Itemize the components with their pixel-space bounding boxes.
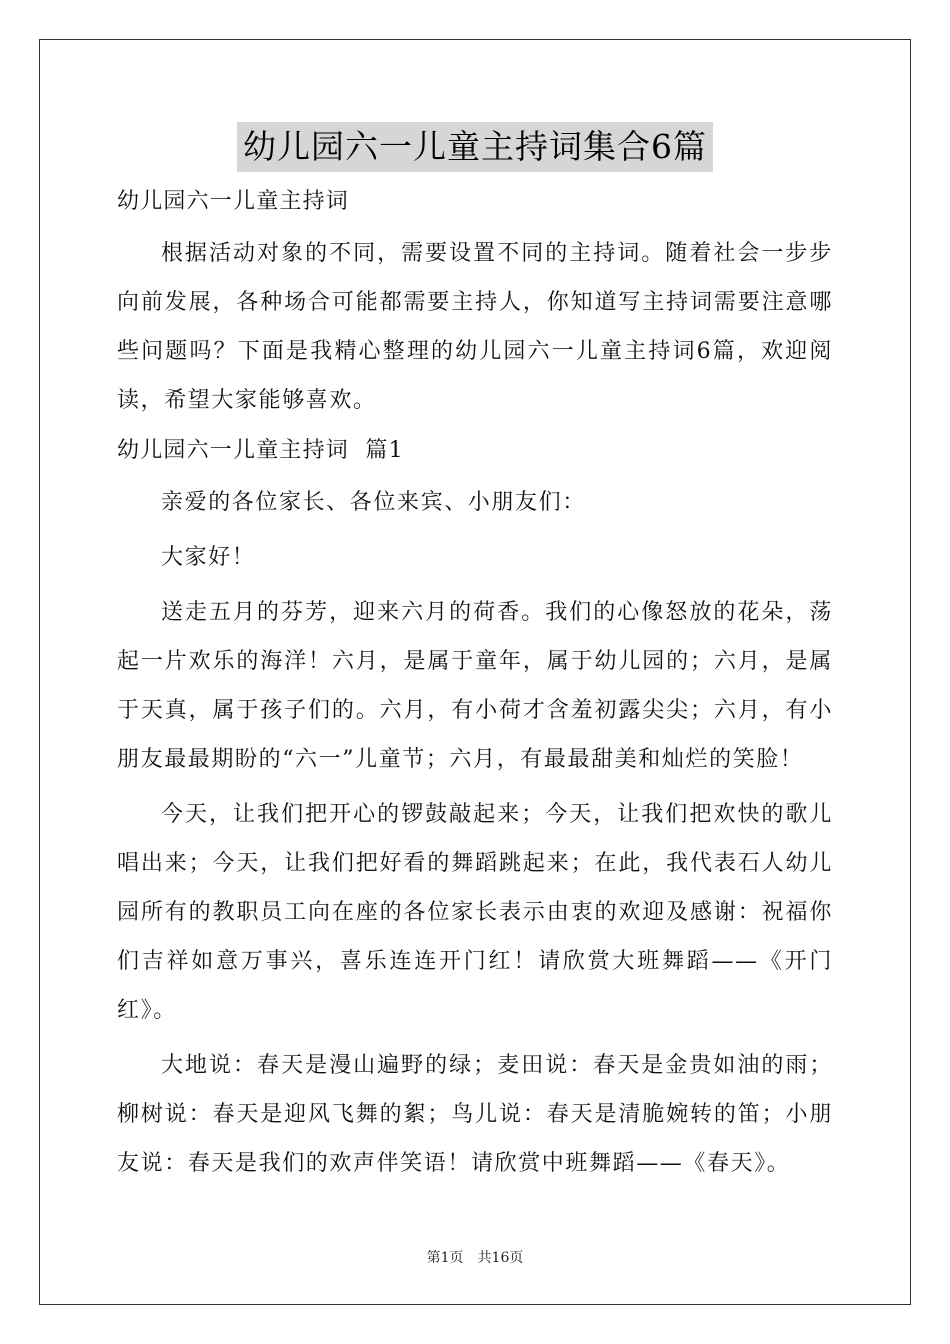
body-paragraph-june: 送走五月的芬芳，迎来六月的荷香。我们的心像怒放的花朵，荡起一片欢乐的海洋！六月，是属于童年，属于幼儿园的；六月，是属于天真，属于孩子们的。六月，有小荷才含羞初露尖尖；六月，有小朋友最最期盼的“六一”儿童节；六月，有最最甜美和灿烂的笑脸！ xyxy=(117,600,833,772)
intro-paragraph: 根据活动对象的不同，需要设置不同的主持词。随着社会一步步向前发展，各种场合可能都需要主持人，你知道写主持词需要注意哪些问题吗？下面是我精心整理的幼儿园六一儿童主持词6篇，欢迎阅读，希望大家能够喜欢。 xyxy=(117,241,833,413)
section-heading: 幼儿园六一儿童主持词 篇1 xyxy=(117,438,404,463)
page-total: 共16页 xyxy=(477,1250,524,1266)
body-paragraph-spring: 大地说：春天是漫山遍野的绿；麦田说：春天是金贵如油的雨；柳树说：春天是迎风飞舞的絮；鸟儿说：春天是清脆婉转的笛；小朋友说：春天是我们的欢声伴笑语！请欣赏中班舞蹈——《春天》。 xyxy=(117,1053,833,1176)
hello-paragraph: 大家好！ xyxy=(161,545,256,570)
page-footer xyxy=(0,1247,950,1267)
body-paragraph-today: 今天，让我们把开心的锣鼓敲起来；今天，让我们把欢快的歌儿唱出来；今天，让我们把好看的舞蹈跳起来；在此，我代表石人幼儿园所有的教职员工向在座的各位家长表示由衷的欢迎及感谢：祝福你们吉祥如意万事兴，喜乐连连开门红！请欣赏大班舞蹈——《开门红》。 xyxy=(117,802,833,1023)
greeting-paragraph: 亲爱的各位家长、各位来宾、小朋友们： xyxy=(161,490,586,515)
page-number: 第1页 xyxy=(426,1250,464,1266)
document-subtitle: 幼儿园六一儿童主持词 xyxy=(117,189,350,214)
document-title: 幼儿园六一儿童主持词集合6篇 xyxy=(237,122,713,172)
document-body xyxy=(117,122,833,1194)
title-wrap xyxy=(117,122,833,174)
